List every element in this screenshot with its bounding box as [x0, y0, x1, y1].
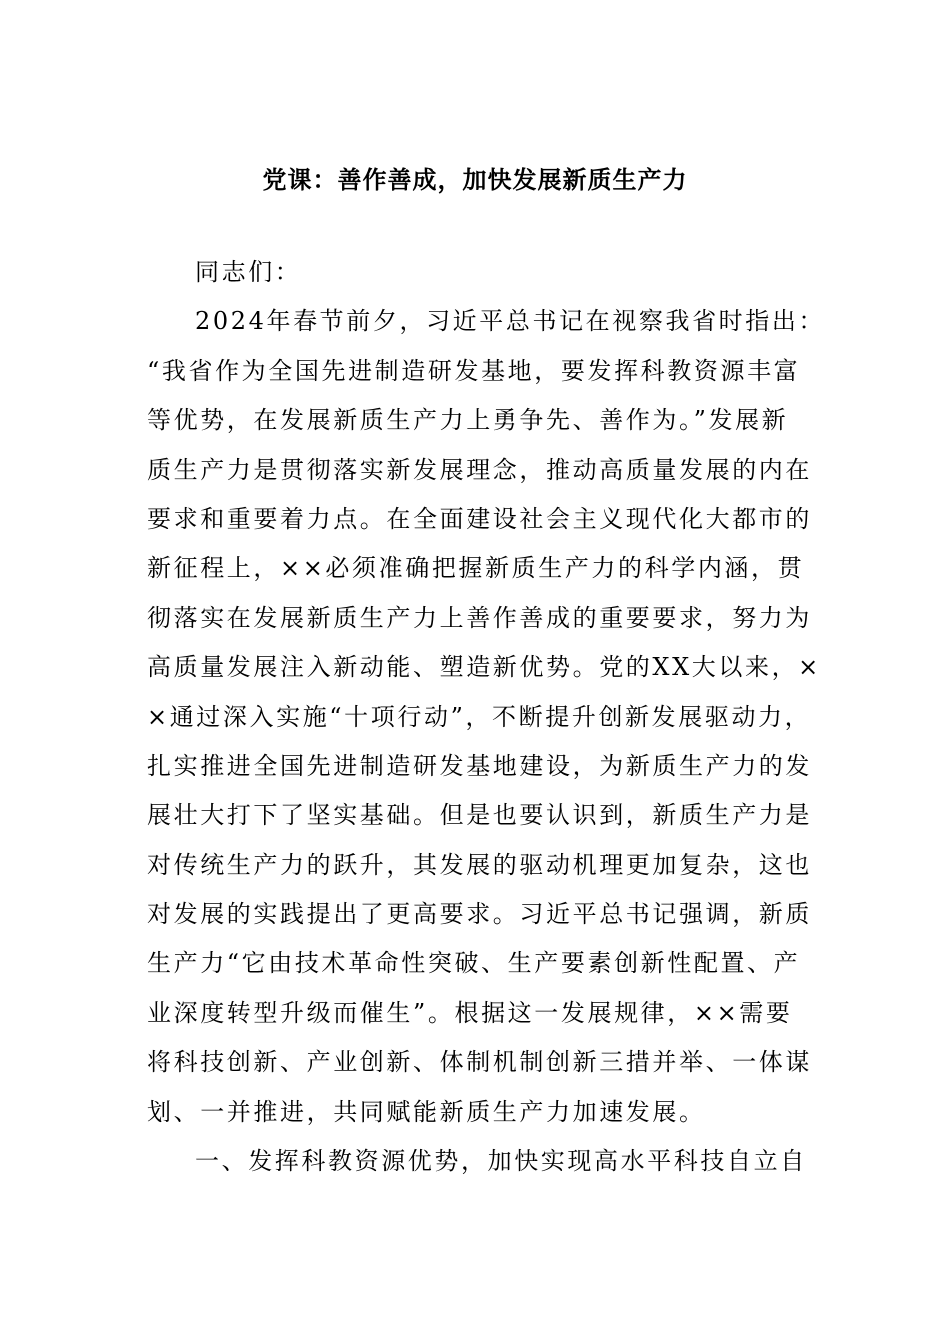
- paragraph-line: 等优势，在发展新质生产力上勇争先、善作为。”发展新: [147, 406, 789, 435]
- section-heading-line: 一、发挥科教资源优势，加快实现高水平科技自立自: [195, 1147, 807, 1176]
- paragraph-line: 对发展的实践提出了更高要求。习近平总书记强调，新质: [147, 900, 812, 929]
- paragraph-line: 质生产力是贯彻落实新发展理念，推动高质量发展的内在: [147, 455, 812, 484]
- salutation: 同志们：: [195, 258, 302, 286]
- paragraph-line: ×通过深入实施“十项行动”，不断提升创新发展驱动力，: [147, 702, 812, 731]
- document-title: 党课：善作善成，加快发展新质生产力: [262, 165, 688, 194]
- paragraph-line: 生产力“它由技术革命性突破、生产要素创新性配置、产: [147, 949, 801, 978]
- paragraph-line: 新征程上，××必须准确把握新质生产力的科学内涵，贯: [147, 554, 805, 583]
- paragraph-line: 扎实推进全国先进制造研发基地建设，为新质生产力的发: [147, 751, 812, 780]
- paragraph-line: 对传统生产力的跃升，其发展的驱动机理更加复杂，这也: [147, 850, 812, 879]
- paragraph-line: 展壮大打下了坚实基础。但是也要认识到，新质生产力是: [147, 801, 812, 830]
- paragraph-line: “我省作为全国先进制造研发基地，要发挥科教资源丰富: [147, 356, 801, 385]
- paragraph-line: 彻落实在发展新质生产力上善作善成的重要要求，努力为: [147, 603, 812, 632]
- paragraph-line: 划、一并推进，共同赋能新质生产力加速发展。: [147, 1097, 706, 1126]
- paragraph-line: 将科技创新、产业创新、体制机制创新三措并举、一体谋: [147, 1048, 812, 1077]
- paragraph-line: 2024年春节前夕，习近平总书记在视察我省时指出：: [195, 307, 826, 336]
- paragraph-line: 高质量发展注入新动能、塑造新优势。党的XX大以来，×: [147, 653, 821, 682]
- paragraph-line: 业深度转型升级而催生”。根据这一发展规律，××需要: [147, 998, 793, 1027]
- document-body: [147, 248, 826, 1186]
- paragraph-line: 要求和重要着力点。在全面建设社会主义现代化大都市的: [147, 504, 812, 533]
